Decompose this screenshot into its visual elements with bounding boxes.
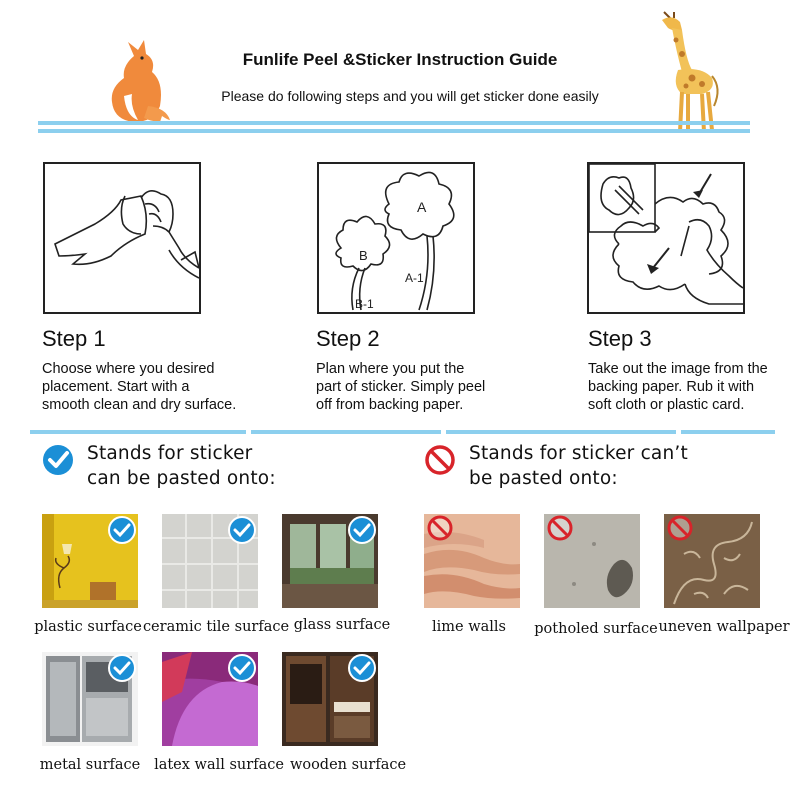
step-1-line: placement. Start with a	[42, 379, 190, 395]
section-divider	[681, 430, 775, 434]
step-3-diagram	[587, 162, 745, 314]
header-divider-top	[38, 121, 750, 125]
wipe-surface-illustration	[45, 164, 199, 312]
glass-surface-label: glass surface	[293, 617, 391, 633]
step-1-line: smooth clean and dry surface.	[42, 397, 237, 413]
glass-surface-thumbnail	[282, 514, 378, 608]
step-1-line: Choose where you desired	[42, 361, 215, 377]
uneven-wallpaper-label: uneven wallpaper	[658, 619, 790, 635]
lime-walls-label: lime walls	[432, 619, 506, 635]
step-1-diagram	[43, 162, 201, 314]
metal-surface-thumbnail	[42, 652, 138, 746]
can-paste-legend	[87, 441, 276, 491]
step-2-line: part of sticker. Simply peel	[316, 379, 486, 395]
ceramic-tile-surface-thumbnail	[162, 514, 258, 608]
step-1-title: Step 1	[42, 326, 106, 351]
step-2-description	[316, 360, 546, 414]
wooden-surface-thumbnail	[282, 652, 378, 746]
lime-walls-thumbnail	[424, 514, 520, 608]
step-2-line: Plan where you put the	[316, 361, 465, 377]
step-3-title: Step 3	[588, 326, 652, 351]
sticker-part-b-label: B	[359, 248, 368, 263]
sticker-part-a1-label: A-1	[405, 271, 424, 285]
step-3-description	[588, 360, 798, 414]
potholed-surface-thumbnail	[544, 514, 640, 608]
prohibited-icon	[424, 444, 456, 476]
can-paste-legend-line: can be pasted onto:	[87, 468, 276, 489]
uneven-wallpaper-thumbnail	[664, 514, 760, 608]
section-divider	[446, 430, 676, 434]
wooden-surface-label: wooden surface	[289, 757, 407, 773]
step-1-description	[42, 360, 272, 414]
apply-sticker-illustration	[589, 164, 743, 312]
sticker-part-b1-label: B-1	[355, 297, 374, 311]
latex-wall-surface-thumbnail	[162, 652, 258, 746]
sticker-part-a-label: A	[417, 199, 427, 215]
step-3-line: soft cloth or plastic card.	[588, 397, 745, 413]
giraffe-illustration	[652, 10, 727, 135]
latex-wall-surface-label: latex wall surface	[154, 757, 284, 773]
guide-subtitle: Please do following steps and you will get sticker done easily	[221, 88, 599, 104]
guide-title: Funlife Peel &Sticker Instruction Guide	[242, 50, 558, 69]
can-paste-legend-line: Stands for sticker	[87, 443, 253, 464]
plastic-surface-label: plastic surface	[34, 619, 142, 635]
header-divider-bottom	[38, 129, 750, 133]
ceramic-tile-surface-label: ceramic tile surface	[142, 619, 290, 635]
cannot-paste-legend-line: Stands for sticker can’t	[469, 443, 688, 464]
step-3-line: Take out the image from the	[588, 361, 768, 377]
check-icon	[42, 444, 74, 476]
cannot-paste-legend	[469, 441, 688, 491]
step-3-line: backing paper. Rub it with	[588, 379, 755, 395]
metal-surface-label: metal surface	[39, 757, 141, 773]
cannot-paste-legend-line: be pasted onto:	[469, 468, 618, 489]
step-2-title: Step 2	[316, 326, 380, 351]
flower-layout-illustration	[319, 164, 473, 312]
plastic-surface-thumbnail	[42, 514, 138, 608]
potholed-surface-label: potholed surface	[534, 621, 658, 637]
step-2-line: off from backing paper.	[316, 397, 464, 413]
section-divider	[30, 430, 246, 434]
step-2-diagram	[317, 162, 475, 314]
section-divider	[251, 430, 441, 434]
